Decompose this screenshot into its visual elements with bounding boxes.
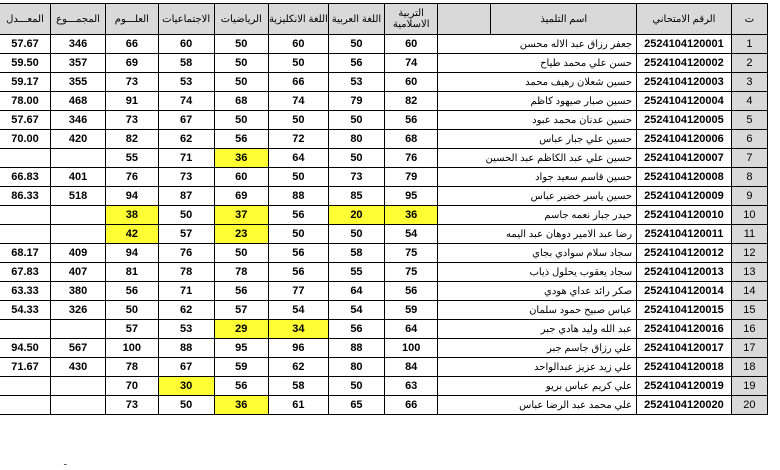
cell-science: 73 <box>106 73 159 92</box>
cell-average: 57.67 <box>0 35 51 54</box>
cell-social: 53 <box>158 73 214 92</box>
cell-arabic: 20 <box>328 206 384 225</box>
table-row <box>0 206 768 225</box>
header-row <box>0 4 768 35</box>
cell-math: 29 <box>214 320 268 339</box>
cell-name: سجاد يعقوب يحلول ذياب <box>438 263 637 282</box>
cell-average <box>0 225 51 244</box>
cell-total <box>51 320 106 339</box>
cell-arabic: 80 <box>328 358 384 377</box>
cell-english: 56 <box>268 206 328 225</box>
cell-exam-no: 2524104120005 <box>637 111 732 130</box>
cell-arabic: 50 <box>328 111 384 130</box>
cell-idx: 3 <box>731 73 767 92</box>
cell-idx: 8 <box>731 168 767 187</box>
cell-science: 78 <box>106 358 159 377</box>
cell-exam-no: 2524104120012 <box>637 244 732 263</box>
cell-exam-no: 2524104120020 <box>637 396 732 415</box>
cell-idx: 12 <box>731 244 767 263</box>
cell-total: 326 <box>51 301 106 320</box>
cell-math: 68 <box>214 92 268 111</box>
cell-name: علي زيد عزيز عبدالواحد <box>438 358 637 377</box>
cell-arabic: 79 <box>328 92 384 111</box>
cell-islamic: 66 <box>385 396 438 415</box>
cell-idx: 14 <box>731 282 767 301</box>
cell-total: 407 <box>51 263 106 282</box>
cell-science: 76 <box>106 168 159 187</box>
cell-exam-no: 2524104120016 <box>637 320 732 339</box>
cell-exam-no: 2524104120003 <box>637 73 732 92</box>
cell-average <box>0 206 51 225</box>
cell-idx: 13 <box>731 263 767 282</box>
cell-science: 56 <box>106 282 159 301</box>
cell-name: علي محمد عبد الرضا عباس <box>438 396 637 415</box>
cell-average: 66.83 <box>0 168 51 187</box>
header-gap <box>438 4 491 35</box>
cell-math: 50 <box>214 244 268 263</box>
cell-exam-no: 2524104120004 <box>637 92 732 111</box>
cell-total: 420 <box>51 130 106 149</box>
cell-science: 69 <box>106 54 159 73</box>
table-row <box>0 92 768 111</box>
header-total: المجمـــوع <box>51 4 106 35</box>
cell-math: 50 <box>214 111 268 130</box>
cell-english: 34 <box>268 320 328 339</box>
cell-exam-no: 2524104120010 <box>637 206 732 225</box>
cell-arabic: 65 <box>328 396 384 415</box>
cell-islamic: 79 <box>385 168 438 187</box>
cell-total: 468 <box>51 92 106 111</box>
cell-idx: 16 <box>731 320 767 339</box>
cell-islamic: 56 <box>385 282 438 301</box>
cell-islamic: 100 <box>385 339 438 358</box>
cell-math: 69 <box>214 187 268 206</box>
cell-total: 346 <box>51 111 106 130</box>
cell-total: 567 <box>51 339 106 358</box>
cell-social: 67 <box>158 111 214 130</box>
table-row <box>0 149 768 168</box>
cell-science: 50 <box>106 301 159 320</box>
cell-exam-no: 2524104120006 <box>637 130 732 149</box>
cell-social: 62 <box>158 301 214 320</box>
cell-total <box>51 396 106 415</box>
cell-science: 94 <box>106 244 159 263</box>
cell-name: حسين عدنان محمد عبود <box>438 111 637 130</box>
cell-social: 50 <box>158 396 214 415</box>
cell-average <box>0 149 51 168</box>
cell-islamic: 36 <box>385 206 438 225</box>
cell-average: 94.50 <box>0 339 51 358</box>
cell-english: 60 <box>268 35 328 54</box>
cell-idx: 17 <box>731 339 767 358</box>
cell-name: حسين قاسم سعيد جواد <box>438 168 637 187</box>
cell-islamic: 68 <box>385 130 438 149</box>
cell-idx: 18 <box>731 358 767 377</box>
cell-name: علي رزاق جاسم جبر <box>438 339 637 358</box>
cell-islamic: 54 <box>385 225 438 244</box>
cell-math: 50 <box>214 73 268 92</box>
cell-arabic: 56 <box>328 54 384 73</box>
cell-english: 58 <box>268 377 328 396</box>
cell-total: 430 <box>51 358 106 377</box>
cell-social: 76 <box>158 244 214 263</box>
cell-social: 71 <box>158 149 214 168</box>
cell-arabic: 80 <box>328 130 384 149</box>
table-row <box>0 35 768 54</box>
cell-english: 50 <box>268 111 328 130</box>
cell-islamic: 60 <box>385 73 438 92</box>
cell-name: حسين صبار صيهود كاظم <box>438 92 637 111</box>
cell-exam-no: 2524104120001 <box>637 35 732 54</box>
cell-science: 38 <box>106 206 159 225</box>
cell-english: 96 <box>268 339 328 358</box>
cell-math: 50 <box>214 54 268 73</box>
table-row <box>0 54 768 73</box>
cell-idx: 20 <box>731 396 767 415</box>
table-row <box>0 358 768 377</box>
cell-average: 70.00 <box>0 130 51 149</box>
cell-idx: 7 <box>731 149 767 168</box>
cell-average: 67.83 <box>0 263 51 282</box>
cell-name: عبد الله وليد هادي جبر <box>438 320 637 339</box>
cell-science: 73 <box>106 111 159 130</box>
cell-arabic: 56 <box>328 320 384 339</box>
cell-exam-no: 2524104120008 <box>637 168 732 187</box>
cell-social: 50 <box>158 206 214 225</box>
cell-average <box>0 320 51 339</box>
cell-average: 54.33 <box>0 301 51 320</box>
cell-idx: 19 <box>731 377 767 396</box>
table-row <box>0 187 768 206</box>
cell-social: 73 <box>158 168 214 187</box>
table-row <box>0 377 768 396</box>
cell-social: 53 <box>158 320 214 339</box>
cell-social: 88 <box>158 339 214 358</box>
cell-science: 70 <box>106 377 159 396</box>
cell-islamic: 60 <box>385 35 438 54</box>
cell-islamic: 56 <box>385 111 438 130</box>
header-science: العلـــوم <box>106 4 159 35</box>
cell-total <box>51 206 106 225</box>
cell-islamic: 82 <box>385 92 438 111</box>
cell-total: 380 <box>51 282 106 301</box>
cell-social: 30 <box>158 377 214 396</box>
cell-islamic: 75 <box>385 244 438 263</box>
table-row <box>0 168 768 187</box>
cell-name: حسين علي عبد الكاظم عبد الحسين <box>438 149 637 168</box>
table-row <box>0 320 768 339</box>
cell-english: 88 <box>268 187 328 206</box>
cell-total <box>51 225 106 244</box>
cell-idx: 6 <box>731 130 767 149</box>
cell-islamic: 59 <box>385 301 438 320</box>
cell-average: 59.17 <box>0 73 51 92</box>
table-row <box>0 301 768 320</box>
cell-total: 401 <box>51 168 106 187</box>
cell-islamic: 75 <box>385 263 438 282</box>
cell-idx: 10 <box>731 206 767 225</box>
cell-science: 100 <box>106 339 159 358</box>
cell-exam-no: 2524104120019 <box>637 377 732 396</box>
cell-average: 78.00 <box>0 92 51 111</box>
cell-science: 73 <box>106 396 159 415</box>
cell-arabic: 54 <box>328 301 384 320</box>
cell-name: رضا عبد الامير دوهان عبد اليمه <box>438 225 637 244</box>
cell-english: 50 <box>268 225 328 244</box>
cell-math: 36 <box>214 149 268 168</box>
cell-arabic: 85 <box>328 187 384 206</box>
header-math: الرياضيات <box>214 4 268 35</box>
header-idx: ت <box>731 4 767 35</box>
cell-exam-no: 2524104120007 <box>637 149 732 168</box>
cell-idx: 5 <box>731 111 767 130</box>
cell-math: 56 <box>214 282 268 301</box>
header-average: المعـــدل <box>0 4 51 35</box>
cell-exam-no: 2524104120009 <box>637 187 732 206</box>
cell-average: 63.33 <box>0 282 51 301</box>
header-name: اسم التلميذ <box>491 4 637 35</box>
cell-social: 57 <box>158 225 214 244</box>
cell-english: 61 <box>268 396 328 415</box>
cell-math: 50 <box>214 35 268 54</box>
cell-name: جعفر رزاق عبد الاله محسن <box>438 35 637 54</box>
cell-english: 66 <box>268 73 328 92</box>
cell-arabic: 55 <box>328 263 384 282</box>
cell-arabic: 58 <box>328 244 384 263</box>
cell-science: 91 <box>106 92 159 111</box>
cell-name: عباس صبيح حمود سلمان <box>438 301 637 320</box>
cell-total: 355 <box>51 73 106 92</box>
header-social: الاجتماعيات <box>158 4 214 35</box>
cell-average: 57.67 <box>0 111 51 130</box>
cell-social: 62 <box>158 130 214 149</box>
cell-english: 56 <box>268 263 328 282</box>
cell-science: 57 <box>106 320 159 339</box>
cell-idx: 9 <box>731 187 767 206</box>
cell-average: 86.33 <box>0 187 51 206</box>
cell-math: 57 <box>214 301 268 320</box>
cell-english: 56 <box>268 244 328 263</box>
table-row <box>0 111 768 130</box>
cell-total <box>51 149 106 168</box>
cell-total: 409 <box>51 244 106 263</box>
cell-english: 77 <box>268 282 328 301</box>
cell-arabic: 88 <box>328 339 384 358</box>
cell-exam-no: 2524104120013 <box>637 263 732 282</box>
cell-average: 68.17 <box>0 244 51 263</box>
cell-islamic: 64 <box>385 320 438 339</box>
cell-arabic: 50 <box>328 149 384 168</box>
cell-total: 346 <box>51 35 106 54</box>
cell-idx: 1 <box>731 35 767 54</box>
cell-social: 87 <box>158 187 214 206</box>
table-row <box>0 396 768 415</box>
cell-arabic: 50 <box>328 225 384 244</box>
cell-exam-no: 2524104120018 <box>637 358 732 377</box>
table-row <box>0 225 768 244</box>
cell-science: 66 <box>106 35 159 54</box>
cell-social: 58 <box>158 54 214 73</box>
cell-english: 50 <box>268 168 328 187</box>
cell-science: 55 <box>106 149 159 168</box>
header-islamic: التربية الاسلامية <box>385 4 438 35</box>
cell-social: 78 <box>158 263 214 282</box>
cell-math: 56 <box>214 130 268 149</box>
cell-name: علي كريم عباس بريو <box>438 377 637 396</box>
header-arabic: اللغة العربية <box>328 4 384 35</box>
cell-math: 37 <box>214 206 268 225</box>
cell-average: 59.50 <box>0 54 51 73</box>
footer-mark: ـ <box>64 458 67 468</box>
cell-islamic: 95 <box>385 187 438 206</box>
table-row <box>0 73 768 92</box>
cell-social: 60 <box>158 35 214 54</box>
cell-science: 42 <box>106 225 159 244</box>
cell-total: 518 <box>51 187 106 206</box>
cell-exam-no: 2524104120017 <box>637 339 732 358</box>
cell-islamic: 74 <box>385 54 438 73</box>
cell-math: 23 <box>214 225 268 244</box>
cell-exam-no: 2524104120014 <box>637 282 732 301</box>
cell-english: 54 <box>268 301 328 320</box>
cell-social: 67 <box>158 358 214 377</box>
cell-arabic: 53 <box>328 73 384 92</box>
cell-science: 82 <box>106 130 159 149</box>
cell-exam-no: 2524104120002 <box>637 54 732 73</box>
cell-idx: 4 <box>731 92 767 111</box>
cell-english: 64 <box>268 149 328 168</box>
cell-average <box>0 396 51 415</box>
cell-islamic: 84 <box>385 358 438 377</box>
header-english: اللغة الانكليزية <box>268 4 328 35</box>
cell-exam-no: 2524104120015 <box>637 301 732 320</box>
table-row <box>0 282 768 301</box>
cell-name: سجاد سلام سوادي بجاي <box>438 244 637 263</box>
table-row <box>0 244 768 263</box>
cell-social: 74 <box>158 92 214 111</box>
cell-english: 62 <box>268 358 328 377</box>
cell-total: 357 <box>51 54 106 73</box>
cell-arabic: 73 <box>328 168 384 187</box>
cell-idx: 11 <box>731 225 767 244</box>
cell-name: صكر رائد عداي هودي <box>438 282 637 301</box>
cell-social: 71 <box>158 282 214 301</box>
cell-name: حيدر جبار نعمه جاسم <box>438 206 637 225</box>
table-row <box>0 130 768 149</box>
cell-average: 71.67 <box>0 358 51 377</box>
cell-math: 56 <box>214 377 268 396</box>
cell-idx: 2 <box>731 54 767 73</box>
table-row <box>0 339 768 358</box>
cell-english: 72 <box>268 130 328 149</box>
cell-name: حسين شعلان رهيف محمد <box>438 73 637 92</box>
cell-math: 59 <box>214 358 268 377</box>
results-table <box>0 3 768 415</box>
cell-average <box>0 377 51 396</box>
cell-islamic: 63 <box>385 377 438 396</box>
cell-arabic: 50 <box>328 377 384 396</box>
cell-math: 95 <box>214 339 268 358</box>
cell-arabic: 50 <box>328 35 384 54</box>
cell-name: حسين علي جبار عباس <box>438 130 637 149</box>
cell-science: 81 <box>106 263 159 282</box>
cell-total <box>51 377 106 396</box>
cell-name: حسين ياسر خضير عباس <box>438 187 637 206</box>
header-exam-no: الرقم الامتحاني <box>637 4 732 35</box>
cell-english: 50 <box>268 54 328 73</box>
cell-math: 36 <box>214 396 268 415</box>
cell-exam-no: 2524104120011 <box>637 225 732 244</box>
cell-math: 60 <box>214 168 268 187</box>
cell-idx: 15 <box>731 301 767 320</box>
cell-islamic: 76 <box>385 149 438 168</box>
cell-arabic: 64 <box>328 282 384 301</box>
cell-name: حسن علي محمد طياح <box>438 54 637 73</box>
table-row <box>0 263 768 282</box>
cell-english: 74 <box>268 92 328 111</box>
cell-science: 94 <box>106 187 159 206</box>
cell-math: 78 <box>214 263 268 282</box>
